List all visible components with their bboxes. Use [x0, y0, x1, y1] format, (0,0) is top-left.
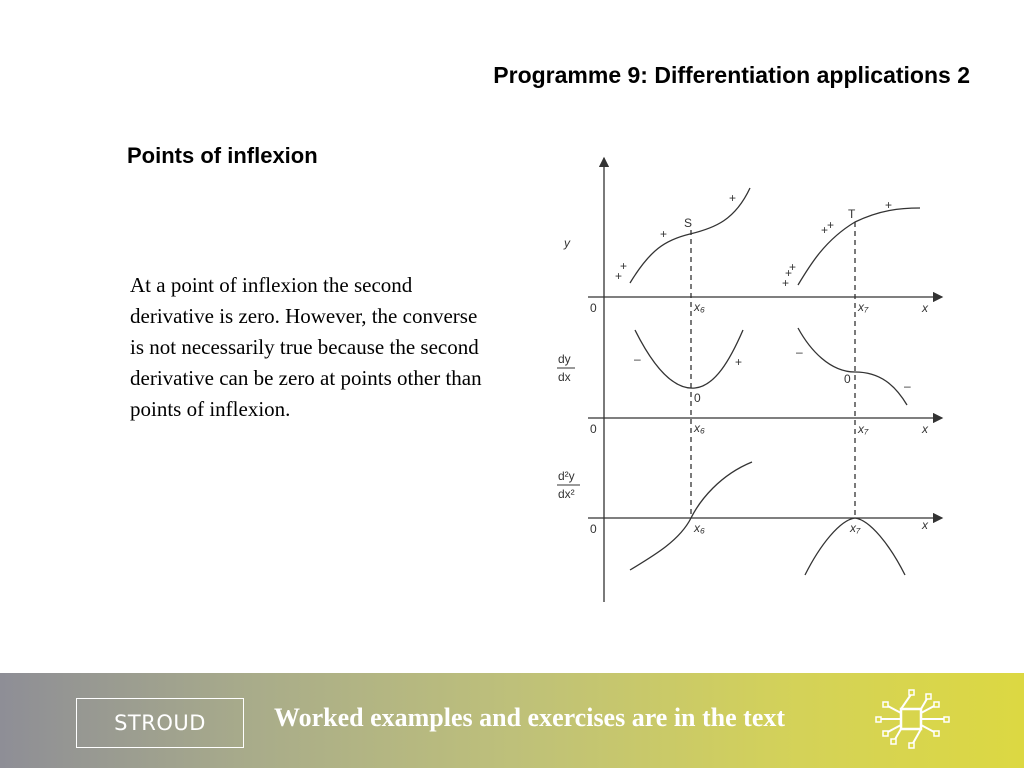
curve-dydx-min — [635, 330, 743, 388]
footer-bar — [0, 673, 1024, 768]
x-axis-label-middle: x — [922, 422, 928, 436]
zero-label: 0 — [694, 391, 701, 405]
sign-minus: – — [796, 345, 803, 359]
x6-label-middle: x₆ — [694, 421, 705, 435]
x6-label-top: x₆ — [694, 300, 705, 314]
dydx-denominator: dx — [558, 370, 571, 384]
sign-plus: + — [782, 276, 790, 290]
sign-minus: – — [634, 352, 641, 366]
x7-label-bottom: x₇ — [850, 521, 861, 535]
page-title: Programme 9: Differentiation applications 2 — [493, 62, 970, 88]
d2y-numerator: d²y — [558, 469, 575, 483]
sign-plus: + — [885, 198, 893, 212]
origin-label-top: 0 — [590, 301, 597, 315]
sign-plus: + — [615, 269, 623, 283]
curve-dydx-falling — [798, 328, 907, 405]
section-heading: Points of inflexion — [127, 143, 318, 168]
curve-y-t — [798, 208, 920, 285]
dydx-numerator: dy — [558, 352, 571, 366]
sign-plus: + — [660, 227, 668, 241]
inflexion-diagram — [540, 150, 960, 610]
x7-label-middle: x₇ — [858, 422, 869, 436]
sign-plus: + — [789, 260, 797, 274]
footer-tagline: Worked examples and exercises are in the text — [274, 703, 786, 732]
circuit-square-icon — [872, 687, 952, 751]
sign-plus: + — [620, 259, 628, 273]
origin-label-bottom: 0 — [590, 522, 597, 536]
sign-plus: + — [729, 191, 737, 205]
sign-plus: + — [785, 266, 793, 280]
sign-plus: + — [827, 218, 835, 232]
brand-logo: STROUD — [76, 698, 244, 748]
sign-plus: + — [735, 355, 743, 369]
origin-label-middle: 0 — [590, 422, 597, 436]
curve-d2y-rising — [630, 462, 752, 570]
point-t-label: T — [848, 207, 856, 221]
x-axis-label-top: x — [922, 301, 928, 315]
x-axis-label-bottom: x — [922, 518, 928, 532]
y-axis-label: y — [564, 236, 570, 250]
d2y-denominator: dx² — [558, 487, 575, 501]
zero-label: 0 — [844, 372, 851, 386]
point-s-label: S — [684, 216, 693, 230]
x6-label-bottom: x₆ — [694, 521, 705, 535]
body-paragraph: At a point of inflexion the second derivative is zero. However, the converse is not necessarily true because the second derivative can be zero at points other than points of inflexion. — [130, 273, 482, 421]
x7-label-top: x₇ — [858, 300, 869, 314]
sign-plus: + — [821, 223, 829, 237]
sign-minus: – — [904, 379, 911, 393]
